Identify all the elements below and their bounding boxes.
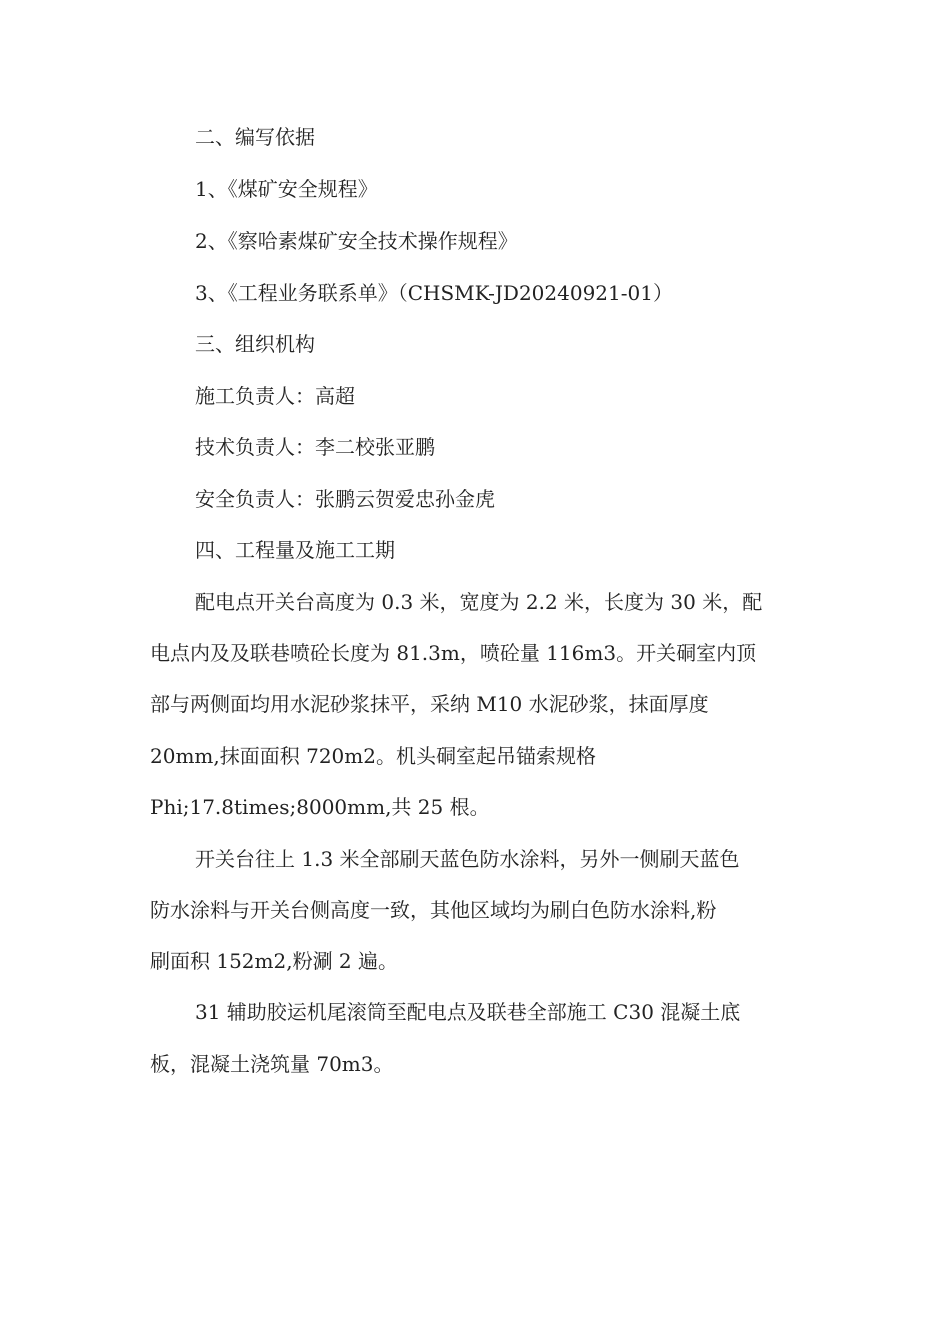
basis-item: 1、《煤矿安全规程》: [195, 177, 378, 201]
basis-item: 3、《工程业务联系单》（CHSMK-JD20240921-01）: [195, 281, 673, 305]
paragraph-line: 配电点开关台高度为 0.3 米，宽度为 2.2 米，长度为 30 米，配: [195, 590, 763, 614]
org-technical-lead: 技术负责人：李二校张亚鹏: [195, 435, 435, 459]
section-heading-org: 三、组织机构: [195, 332, 315, 356]
org-construction-lead: 施工负责人：高超: [195, 384, 355, 408]
paragraph-line: 开关台往上 1.3 米全部刷天蓝色防水涂料，另外一侧刷天蓝色: [195, 847, 740, 871]
org-safety-lead: 安全负责人：张鹏云贺爱忠孙金虎: [195, 487, 495, 511]
basis-item: 2、《察哈素煤矿安全技术操作规程》: [195, 229, 518, 253]
paragraph-line: 20mm,抹面面积 720m2。机头硐室起吊锚索规格: [150, 744, 596, 768]
section-heading-quantity: 四、工程量及施工工期: [195, 538, 395, 562]
paragraph-line: 电点内及及联巷喷砼长度为 81.3m，喷砼量 116m3。开关硐室内顶: [150, 641, 757, 665]
paragraph-line: 板，混凝土浇筑量 70m3。: [150, 1052, 394, 1076]
paragraph-line: 刷面积 152m2,粉涮 2 遍。: [150, 949, 399, 973]
paragraph-line: 防水涂料与开关台侧高度一致，其他区域均为刷白色防水涂料,粉: [150, 898, 717, 922]
paragraph-line: Phi;17.8times;8000mm,共 25 根。: [150, 795, 490, 819]
section-heading-basis: 二、编写依据: [195, 125, 315, 149]
paragraph-line: 31 辅助胶运机尾滚筒至配电点及联巷全部施工 C30 混凝土底: [195, 1000, 741, 1024]
paragraph-line: 部与两侧面均用水泥砂浆抹平，采纳 M10 水泥砂浆，抹面厚度: [150, 692, 709, 716]
